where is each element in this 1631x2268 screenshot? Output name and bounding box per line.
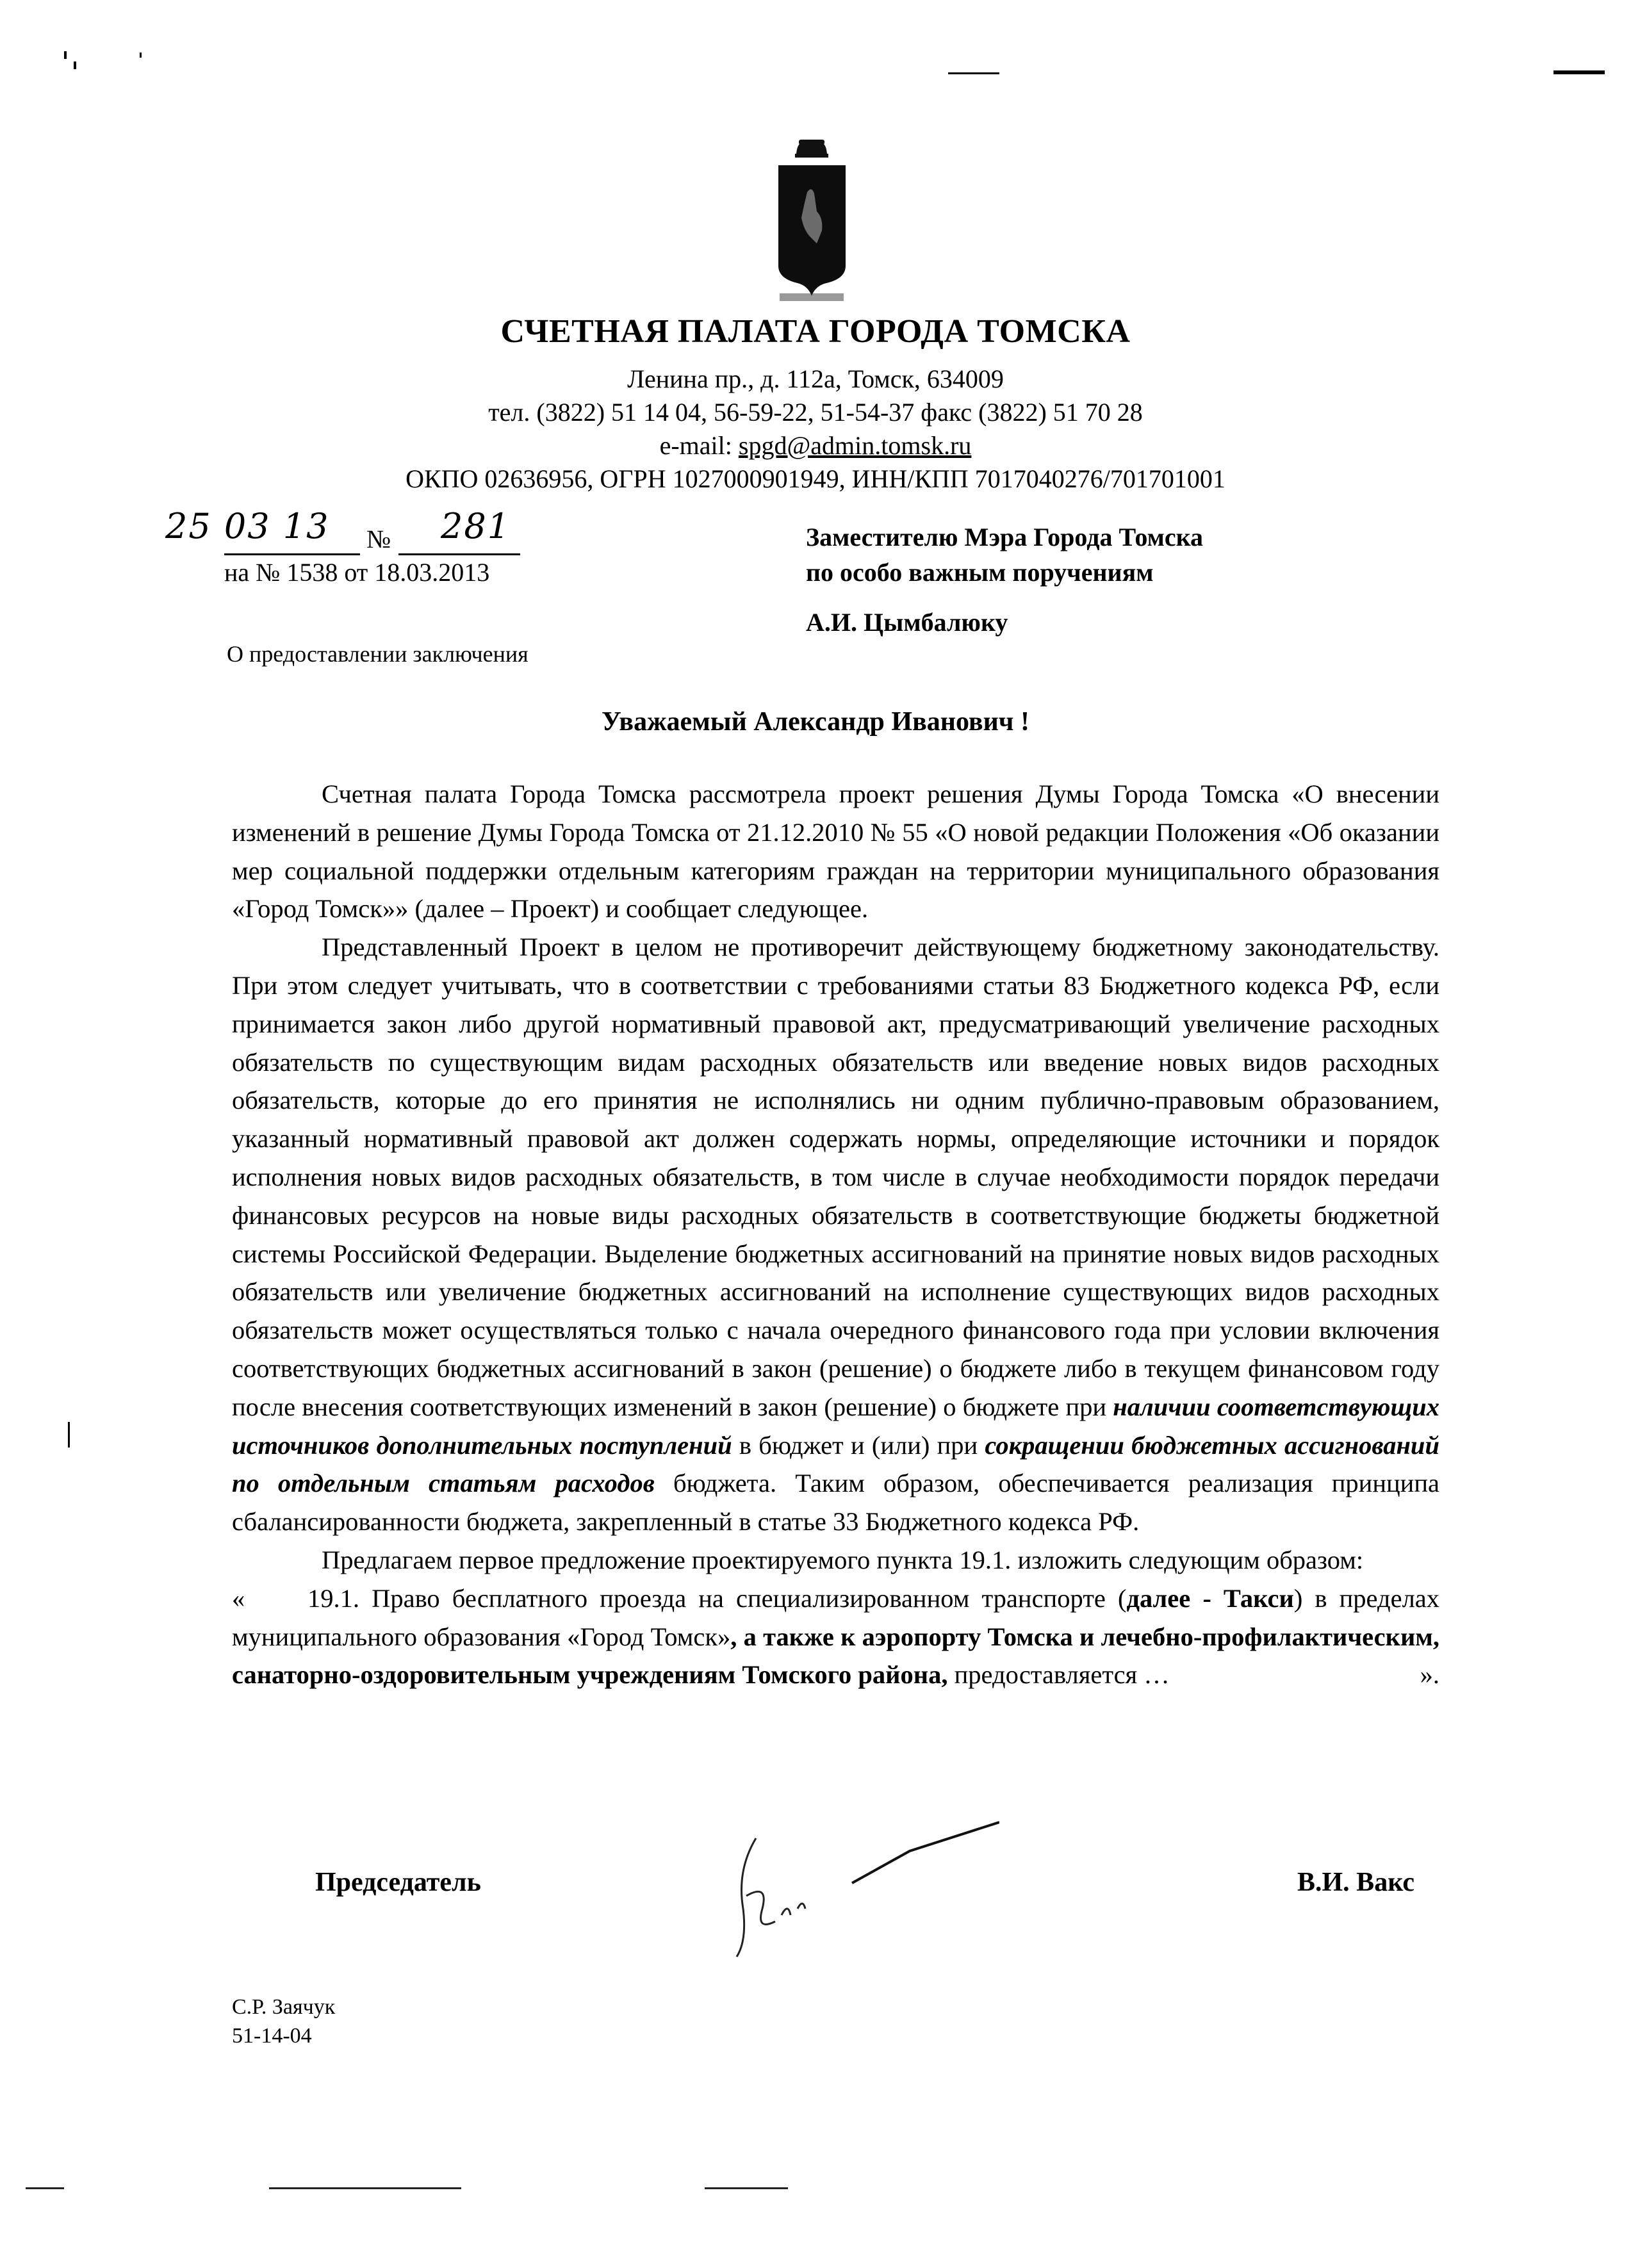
outgoing-number-handwritten: 281 bbox=[441, 506, 511, 546]
addressee-position-2: по особо важным поручениям bbox=[806, 558, 1154, 587]
scan-edge-line bbox=[269, 2187, 461, 2189]
scan-edge-line bbox=[26, 2187, 64, 2189]
paragraph-1: Счетная палата Города Томска рассмотрела проект решения Думы Города Томска «О внесении изменений в решение Думы Города Томска от 21.12.2010 № 55 «О новой редакции Положения «Об оказании мер социальной поддержки отдельным категориям граждан на территории муниципального образования «Город Томск»» (далее – Проект) и сообщает следующее. bbox=[232, 779, 1439, 924]
scan-mark bbox=[68, 1422, 70, 1448]
addressee-name: А.И. Цымбалюку bbox=[806, 608, 1008, 637]
greeting: Уважаемый Александр Иванович ! bbox=[602, 707, 1029, 737]
number-underline bbox=[398, 553, 520, 555]
quote-bold-addition: , а также к аэропорту Томска и лечебно-профилактическим, санаторно-оздоровительным учреждениям Томского района, bbox=[232, 1622, 1439, 1690]
quote-close: ». bbox=[1420, 1660, 1439, 1690]
date-underline bbox=[224, 553, 360, 555]
scan-edge-line bbox=[705, 2187, 788, 2189]
org-email-line bbox=[0, 430, 1631, 461]
addressee-position: Заместителю Мэра Города Томска bbox=[806, 523, 1204, 551]
executor-name: С.Р. Заячук bbox=[232, 1995, 336, 2019]
organization-name: СЧЕТНАЯ ПАЛАТА ГОРОДА ТОМСКА bbox=[500, 313, 1131, 350]
handwritten-signature-icon bbox=[717, 1813, 999, 1960]
quote-open: « bbox=[232, 1583, 245, 1613]
paragraph-2 bbox=[232, 928, 1439, 1541]
proposed-wording bbox=[232, 1579, 1439, 1694]
email-label: e-mail: bbox=[659, 431, 739, 460]
quote-bold-taxi: далее - Такси bbox=[1126, 1583, 1294, 1613]
org-phones: тел. (3822) 51 14 04, 56-59-22, 51-54-37 факс (3822) 51 70 28 bbox=[488, 398, 1143, 427]
reply-reference: на № 1538 от 18.03.2013 bbox=[224, 558, 490, 587]
letter-body bbox=[232, 775, 1439, 1694]
paragraph-2-text: в бюджет и (или) при bbox=[732, 1430, 985, 1460]
org-address: Ленина пр., д. 112а, Томск, 634009 bbox=[627, 364, 1004, 393]
paragraph-2-text: бюджета. Таким образом, обеспечивается реализация принципа сбалансированности бюджета, закрепленный в статье 33 Бюджетного кодекса РФ. bbox=[232, 1469, 1440, 1537]
scan-mark bbox=[1553, 70, 1605, 74]
paragraph-2-text: Представленный Проект в целом не противоречит действующему бюджетному законодательству. При этом следует учитывать, что в соответствии с требованиями статьи 83 Бюджетного кодекса РФ, если принимается закон либо другой нормативный правовой акт, предусматривающий увеличение расходных обязательств по существующим видам расходных обязательств или введение новых видов расходных обязательств, которые до его принятия не исполнялись ни одним публично-правовым образованием, указанный нормативный правовой акт должен содержать нормы, определяющие источники и порядок исполнения новых видов расходных обязательств, в том числе в случае необходимости порядок передачи финансовых ресурсов на новые виды расходных обязательств в соответствующие бюджеты бюджетной системы Российской Федерации. Выделение бюджетных ассигнований на принятие новых видов расходных обязательств или увеличение бюджетных ассигнований на исполнение существующих видов расходных обязательств может осуществляться только с начала очередного финансового года при условии включения соответствующих бюджетных ассигнований в закон (решение) о бюджете либо в текущем финансовом году после внесения соответствующих изменений в закон (решение) о бюджете при bbox=[232, 933, 1439, 1421]
number-sign: № bbox=[366, 525, 391, 553]
coat-of-arms-icon bbox=[772, 135, 852, 307]
executor-phone: 51-14-04 bbox=[232, 2024, 312, 2048]
signatory-title: Председатель bbox=[315, 1868, 481, 1897]
scan-mark bbox=[64, 51, 67, 59]
quote-text: предоставляется … bbox=[947, 1660, 1170, 1690]
scan-mark bbox=[948, 72, 999, 74]
signatory-name: В.И. Вакс bbox=[1297, 1868, 1414, 1897]
email-link[interactable]: spgd@admin.tomsk.ru bbox=[738, 431, 972, 460]
emphasis-revenue-sources: наличии соответствующих источников дополнительных поступлений bbox=[232, 1392, 1439, 1460]
paragraph-3: Предлагаем первое предложение проектируемого пункта 19.1. изложить следующим образом: bbox=[322, 1545, 1364, 1574]
quote-text: ) в пределах муниципального образования «Город Томск» bbox=[232, 1583, 1439, 1651]
outgoing-date-handwritten: 25 03 13 bbox=[165, 506, 330, 546]
letter-subject: О предоставлении заключения bbox=[227, 641, 529, 667]
org-registry-codes: ОКПО 02636956, ОГРН 1027000901949, ИНН/КПП 7017040276/701701001 bbox=[406, 464, 1225, 493]
scan-mark bbox=[74, 61, 76, 69]
quote-text: 19.1. Право бесплатного проезда на специализированном транспорте ( bbox=[307, 1583, 1127, 1613]
scan-mark bbox=[140, 53, 142, 58]
emphasis-reduce-allocations: сокращении бюджетных ассигнований по отдельным статьям расходов bbox=[232, 1430, 1439, 1498]
